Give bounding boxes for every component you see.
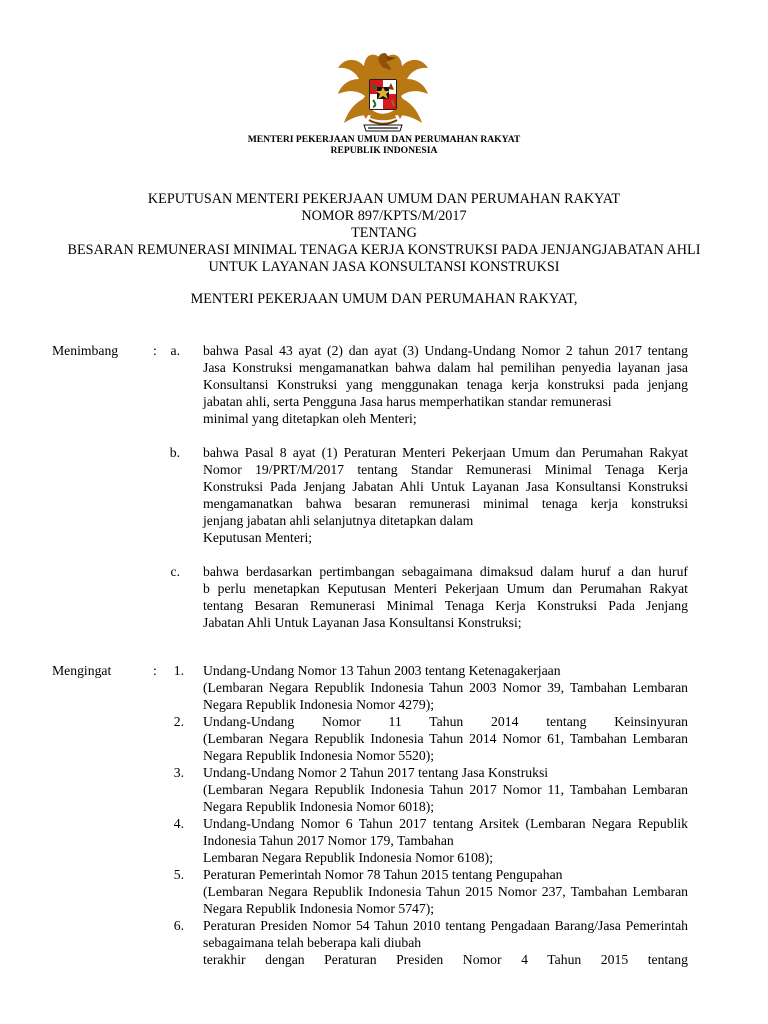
reference-line: (Lembaran Negara Republik Indonesia Tahun 2017 Nomor 11, Tambahan Lembaran (203, 782, 688, 797)
decree-about-label: TENTANG (351, 225, 417, 241)
clause-line: Keputusan Menteri; (203, 530, 313, 545)
reference-line: terakhir dengan Peraturan Presiden Nomor 4 Tahun 2015 tentang (203, 952, 688, 967)
decree-subject-line: BESARAN REMUNERASI MINIMAL TENAGA KERJA KONSTRUKSI PADA JENJANGJABATAN AHLI (67, 242, 701, 258)
clause-line: jabatan ahli, serta Pengguna Jasa harus memperhatikan standar remunerasi (203, 394, 612, 409)
clause-line: mengamanatkan bahwa besaran remunerasi minimal tenaga kerja konstruksi (203, 496, 688, 511)
reference-marker: 6. (173, 918, 184, 933)
reference-marker: 5. (173, 867, 184, 882)
decree-number: NOMOR 897/KPTS/M/2017 (301, 208, 467, 224)
menimbang-colon: : (153, 343, 157, 358)
clause-marker: b. (169, 445, 180, 460)
ministry-header-line: MENTERI PEKERJAAN UMUM DAN PERUMAHAN RAKYAT (247, 134, 521, 145)
reference-line: Peraturan Pemerintah Nomor 78 Tahun 2015 tentang Pengupahan (203, 867, 563, 882)
reference-marker: 2. (173, 714, 184, 729)
reference-marker: 4. (173, 816, 184, 831)
clause-marker: c. (170, 564, 180, 579)
mengingat-label: Mengingat (52, 663, 112, 678)
reference-line: (Lembaran Negara Republik Indonesia Tahun 2015 Nomor 237, Tambahan Lembaran (203, 884, 688, 899)
clause-line: Konstruksi Pada Jenjang Jabatan Ahli Untuk Layanan Jasa Konsultansi Konstruksi (203, 479, 688, 494)
clause-line: tentang Besaran Remunerasi Minimal Tenaga Kerja Konstruksi Pada Jenjang (203, 598, 688, 613)
clause-marker: a. (170, 343, 180, 358)
clause-line: bahwa Pasal 8 ayat (1) Peraturan Menteri Pekerjaan Umum dan Perumahan Rakyat (203, 445, 688, 460)
reference-marker: 3. (173, 765, 184, 780)
republic-header-line: REPUBLIK INDONESIA (330, 145, 438, 156)
decree-minister-line: MENTERI PEKERJAAN UMUM DAN PERUMAHAN RAKYAT, (190, 291, 578, 307)
reference-line: Indonesia Tahun 2017 Nomor 179, Tambahan (203, 833, 454, 848)
reference-line: sebagaimana telah beberapa kali diubah (203, 935, 422, 950)
clause-line: minimal yang ditetapkan oleh Menteri; (203, 411, 417, 426)
clause-line: Konsultansi Konstruksi yang menggunakan tenaga kerja konstruksi pada jenjang (203, 377, 688, 392)
reference-line: Peraturan Presiden Nomor 54 Tahun 2010 tentang Pengadaan Barang/Jasa Pemerintah (203, 918, 688, 933)
reference-line: Lembaran Negara Republik Indonesia Nomor 6108); (203, 850, 494, 865)
clause-line: b perlu menetapkan Keputusan Menteri Pekerjaan Umum dan Perumahan Rakyat (203, 581, 688, 596)
garuda-emblem-icon (330, 45, 436, 141)
reference-line: Negara Republik Indonesia Nomor 6018); (203, 799, 435, 814)
decree-subject-line: UNTUK LAYANAN JASA KONSULTANSI KONSTRUKSI (208, 259, 560, 275)
decree-title-line: KEPUTUSAN MENTERI PEKERJAAN UMUM DAN PERUMAHAN RAKYAT (147, 191, 621, 207)
reference-line: Negara Republik Indonesia Nomor 4279); (203, 697, 435, 712)
clause-line: bahwa berdasarkan pertimbangan sebagaimana dimaksud dalam huruf a dan huruf (203, 564, 688, 579)
mengingat-colon: : (153, 663, 157, 678)
clause-line: Jasa Konstruksi mengamanatkan bahwa dalam hal pemilihan penyedia layanan jasa (203, 360, 688, 375)
reference-line: Undang-Undang Nomor 11 Tahun 2014 tentang Keinsinyuran (203, 714, 688, 729)
clause-line: jenjang jabatan ahli selanjutnya ditetapkan dalam (203, 513, 474, 528)
reference-line: Undang-Undang Nomor 6 Tahun 2017 tentang Arsitek (Lembaran Negara Republik (203, 816, 688, 831)
clause-line: Jabatan Ahli Untuk Layanan Jasa Konsultansi Konstruksi; (203, 615, 522, 630)
reference-line: (Lembaran Negara Republik Indonesia Tahun 2014 Nomor 61, Tambahan Lembaran (203, 731, 688, 746)
clause-line: Nomor 19/PRT/M/2017 tentang Standar Remunerasi Minimal Tenaga Kerja (203, 462, 688, 477)
reference-line: Undang-Undang Nomor 13 Tahun 2003 tentang Ketenagakerjaan (203, 663, 561, 678)
clause-line: bahwa Pasal 43 ayat (2) dan ayat (3) Undang-Undang Nomor 2 tahun 2017 tentang (203, 343, 688, 358)
reference-line: (Lembaran Negara Republik Indonesia Tahun 2003 Nomor 39, Tambahan Lembaran (203, 680, 688, 695)
menimbang-label: Menimbang (52, 343, 119, 358)
reference-line: Undang-Undang Nomor 2 Tahun 2017 tentang Jasa Konstruksi (203, 765, 549, 780)
reference-marker: 1. (173, 663, 184, 678)
reference-line: Negara Republik Indonesia Nomor 5520); (203, 748, 435, 763)
reference-line: Negara Republik Indonesia Nomor 5747); (203, 901, 435, 916)
